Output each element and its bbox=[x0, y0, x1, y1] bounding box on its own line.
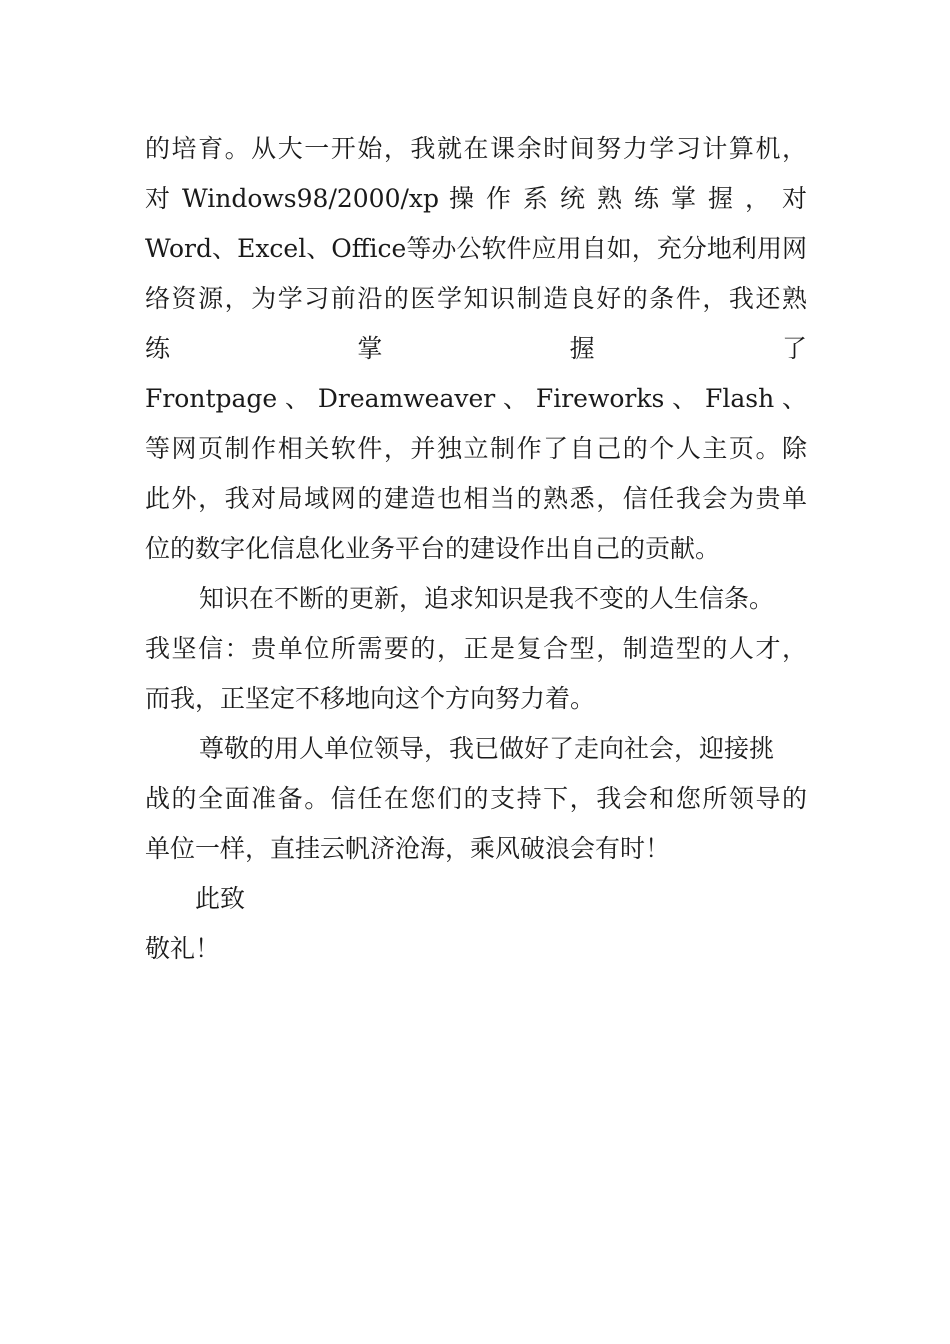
paragraph-line: Word、Excel、Office等办公软件应用自如，充分地利用网 bbox=[145, 234, 807, 263]
paragraph-line: 练 掌 握 了 bbox=[145, 334, 807, 363]
letter-body bbox=[145, 124, 807, 974]
paragraph-line: 知识在不断的更新，追求知识是我不变的人生信条。 bbox=[199, 584, 775, 613]
paragraph-line: 单位一样，直挂云帆济沧海，乘风破浪会有时！ bbox=[145, 834, 671, 863]
paragraph-line: Frontpage、Dreamweaver、Fireworks、Flash、 bbox=[145, 384, 807, 413]
closing-regards: 敬礼！ bbox=[145, 934, 221, 963]
paragraph-line: 我坚信：贵单位所需要的，正是复合型，制造型的人才， bbox=[145, 634, 807, 663]
paragraph-line: 对 Windows98/2000/xp 操 作 系 统 熟 练 掌 握 ， 对 bbox=[145, 184, 807, 213]
paragraph-line: 而我，正坚定不移地向这个方向努力着。 bbox=[145, 684, 596, 713]
paragraph-line: 位的数字化信息化业务平台的建设作出自己的贡献。 bbox=[145, 534, 721, 563]
closing-salutation: 此致 bbox=[195, 884, 246, 913]
paragraph-line: 尊敬的用人单位领导，我已做好了走向社会，迎接挑 bbox=[199, 734, 775, 763]
paragraph-line: 络资源，为学习前沿的医学知识制造良好的条件，我还熟 bbox=[145, 284, 807, 313]
paragraph-line: 的培育。从大一开始，我就在课余时间努力学习计算机， bbox=[145, 134, 807, 163]
paragraph-line: 战的全面准备。信任在您们的支持下，我会和您所领导的 bbox=[145, 784, 807, 813]
paragraph-line: 等网页制作相关软件，并独立制作了自己的个人主页。除 bbox=[145, 434, 807, 463]
paragraph-line: 此外，我对局域网的建造也相当的熟悉，信任我会为贵单 bbox=[145, 484, 807, 513]
